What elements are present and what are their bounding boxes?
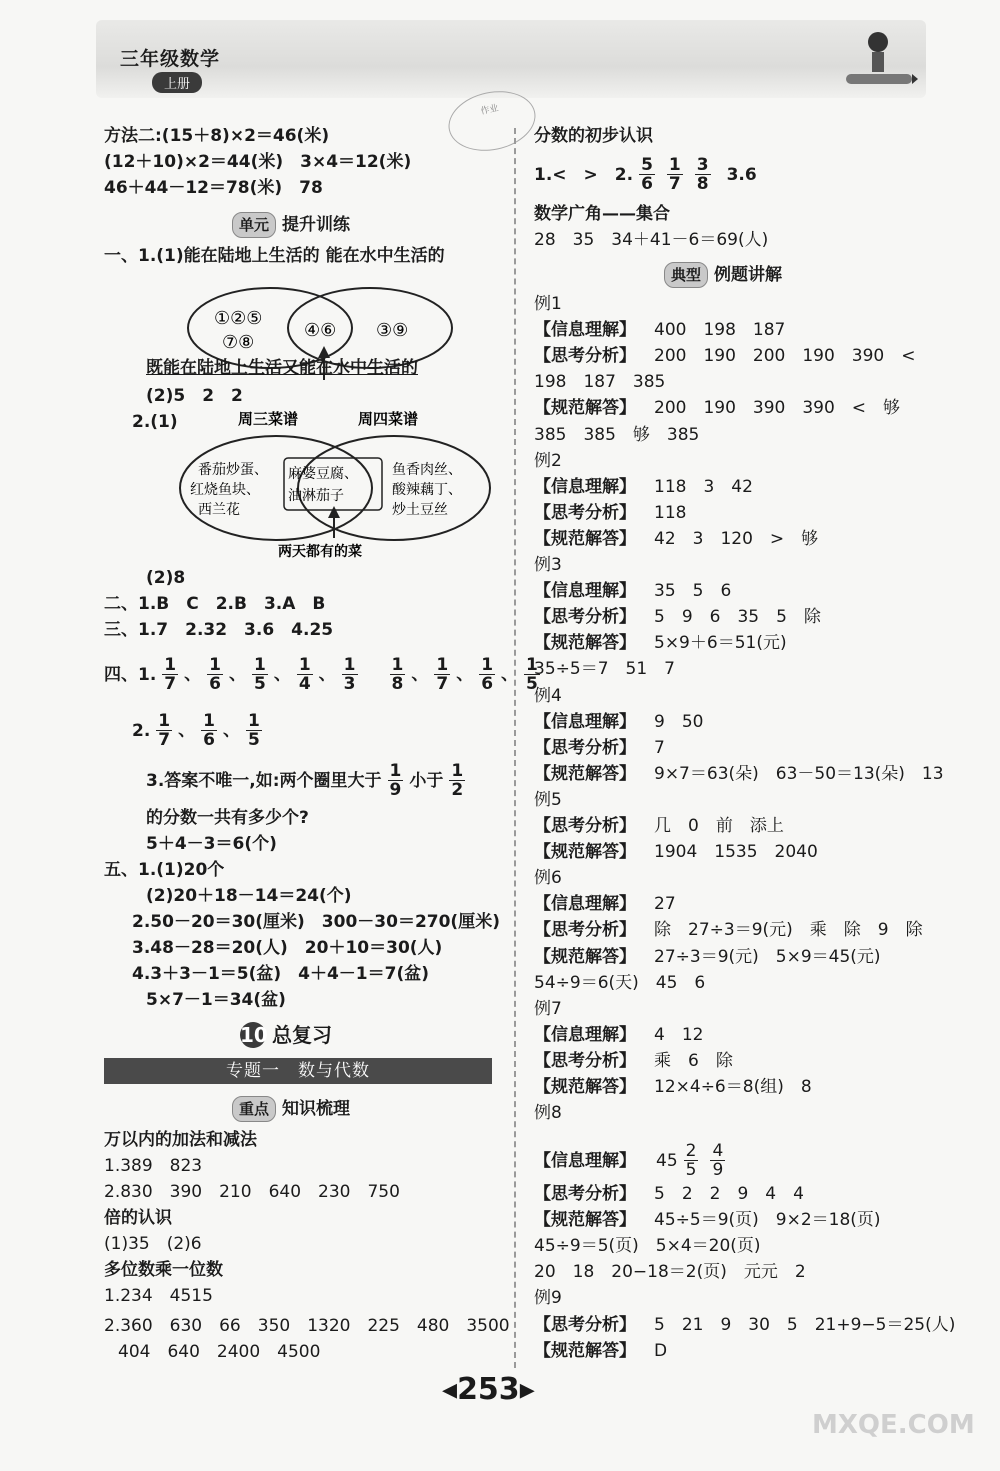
column-divider: [514, 128, 516, 1368]
row-label: 【思考分析】: [534, 737, 636, 758]
review-line-7: 1.234 4515: [104, 1286, 213, 1306]
example-label-row: 20 18 20−18＝2(页) 元元 2: [534, 1262, 806, 1283]
venn1-left-b: ⑦⑧: [222, 332, 255, 353]
answer-row: [534, 1049, 733, 1073]
part4-fracs-b: [384, 656, 546, 693]
denominator: 7: [164, 674, 177, 694]
row-label: 【思考分析】: [534, 920, 636, 941]
chapter-heading: [240, 1022, 332, 1048]
row-text: 7: [654, 737, 665, 758]
row-label: 【思考分析】: [534, 502, 636, 523]
answer-row: [534, 840, 818, 864]
fraction: [695, 156, 711, 193]
row-text: 1904 1535 2040: [654, 842, 818, 863]
answer-row: [534, 736, 665, 760]
numerator: 5: [641, 155, 653, 175]
example-label-row: 45÷9＝5(页) 5×4＝20(页): [534, 1236, 761, 1257]
venn2-both-item-1: 麻婆豆腐、: [288, 466, 358, 482]
denominator: 7: [668, 174, 681, 194]
fraction: [449, 762, 465, 799]
example-label-row: 例7: [534, 998, 562, 1019]
row-label: 【思考分析】: [534, 1184, 636, 1204]
row-text: 5 2 2 9 4 4: [654, 1184, 804, 1204]
part4-q3-text-a: 3.答案不唯一,如:两个圈里大于: [146, 770, 382, 791]
fraction: [479, 656, 495, 693]
answer-row: [534, 527, 818, 551]
page-number: ◂253▸: [442, 1372, 535, 1407]
venn-diagram-menus: [176, 406, 496, 566]
row-text: 除 27÷3＝9(元) 乘 除 9 除: [654, 920, 923, 941]
denominator: 7: [158, 730, 171, 750]
fraction: [201, 712, 217, 749]
fraction-suffix: 3.6: [726, 164, 757, 185]
row-text: 200 190 200 190 390 <: [654, 346, 916, 367]
row-label: 【思考分析】: [534, 1050, 636, 1071]
row-text: 118 3 42: [654, 476, 753, 497]
part4-q3-line3: 5＋4－3＝6(个): [146, 834, 277, 854]
denominator: 9: [712, 1160, 724, 1180]
part5-line-1: 五、1.(1)20个: [104, 860, 225, 880]
row-label: 【思考分析】: [534, 816, 636, 836]
row-text: 5×9＋6＝51(元): [654, 633, 787, 654]
fraction: [297, 656, 313, 693]
denominator: 5: [685, 1160, 697, 1180]
denominator: 8: [391, 674, 404, 694]
row-text: 42 3 120 > 够: [654, 528, 819, 549]
answer-row: [534, 605, 821, 629]
answer-row: [534, 501, 686, 525]
fraction-heading: 分数的初步认识: [534, 126, 653, 146]
fraction-prefix: 1.< > 2.: [534, 164, 634, 185]
fraction: [246, 712, 262, 749]
numerator: 1: [164, 655, 177, 675]
row-label: 【规范解答】: [534, 1340, 636, 1361]
answer-row: [534, 762, 944, 786]
row-text: 35 5 6: [654, 581, 732, 602]
part5-line-5: 4.3＋3－1＝5(盆) 4＋4－1＝7(盆): [132, 964, 429, 984]
row-text: 200 190 390 390 < 够: [654, 398, 901, 419]
row-text: 9×7＝63(朵) 63－50＝13(朵) 13: [654, 763, 944, 784]
row-text: 几 0 前 添上: [654, 816, 784, 836]
answer-row: [534, 945, 881, 969]
part5-line-4: 3.48－28＝20(人) 20＋10＝30(人): [132, 938, 443, 958]
row-label: 【思考分析】: [534, 346, 636, 367]
numerator: 1: [389, 761, 402, 781]
fraction: [156, 712, 172, 749]
row-label: 【信息理解】: [534, 476, 636, 497]
row-text: 45÷5＝9(页) 9×2＝18(页): [654, 1210, 881, 1231]
numerator: 1: [391, 655, 404, 675]
ex8-info-fracs: [678, 1142, 732, 1179]
row-text: 400 198 187: [654, 320, 786, 341]
row-text: 27÷3＝9(元) 5×9＝45(元): [654, 946, 881, 967]
sets-answer: 28 35 34＋41－6＝69(人): [534, 230, 769, 250]
row-label: 【规范解答】: [534, 946, 636, 967]
part4-q1: [104, 656, 546, 693]
book-title: 三年级数学: [120, 48, 221, 70]
part4-q2-fracs: [150, 712, 268, 749]
part4-q3-line2: 的分数一共有多少个?: [146, 808, 309, 828]
row-label: 【规范解答】: [534, 1077, 636, 1097]
part5-line-3: 2.50－20＝30(厘米) 300－30＝270(厘米): [132, 912, 500, 932]
example-label-row: 例6: [534, 868, 562, 889]
homework-stamp: 作业: [443, 83, 541, 158]
example-label-row: 例3: [534, 555, 562, 575]
example-label-row: 54÷9＝6(天) 45 6: [534, 972, 706, 993]
numerator: 1: [481, 655, 494, 675]
numerator: 1: [668, 155, 681, 175]
row-label: 【规范解答】: [534, 398, 636, 419]
answer-row: [534, 710, 703, 734]
example-label-row: 例2: [534, 450, 562, 471]
separator: 、: [273, 664, 291, 685]
row-text: 9 50: [654, 711, 704, 732]
venn2-left-item-2: 红烧鱼块、: [190, 482, 260, 498]
fraction: [684, 1142, 699, 1179]
example-label-row: 385 385 够 385: [534, 424, 700, 445]
part3-answers: 三、1.7 2.32 3.6 4.25: [104, 620, 334, 640]
unit-heading: [232, 212, 350, 238]
sets-heading: 数学广角——集合: [534, 204, 670, 224]
fraction: [639, 156, 655, 193]
denominator: 6: [641, 174, 653, 194]
method-two-line-2: (12＋10)×2＝44(米) 3×4＝12(米): [104, 152, 412, 172]
answer-row: [534, 1023, 703, 1047]
venn2-right-item-1: 鱼香肉丝、: [392, 462, 462, 478]
venn2-left-item-3: 西兰花: [198, 502, 240, 518]
page-number-value: 253: [457, 1372, 520, 1407]
row-label: 【信息理解】: [534, 320, 636, 341]
denominator: 9: [389, 780, 402, 800]
denominator: 8: [696, 174, 709, 194]
method-two-line-3: 46＋44－12＝78(米) 78: [104, 178, 323, 198]
row-label: 【信息理解】: [534, 1024, 636, 1045]
row-label: 【思考分析】: [534, 1314, 636, 1335]
fraction: [162, 656, 178, 693]
answer-row: [534, 1208, 881, 1232]
fraction: [342, 656, 358, 693]
fraction: [667, 156, 683, 193]
part4-q3-frac-b: [443, 762, 471, 799]
numerator: 1: [298, 655, 311, 675]
denominator: 3: [343, 674, 356, 694]
separator: 、: [228, 664, 246, 685]
example-label-row: 例9: [534, 1288, 562, 1309]
review-line-9: 404 640 2400 4500: [118, 1342, 321, 1362]
review-heading: [232, 1096, 350, 1122]
part5-line-2: (2)20＋18－14＝24(个): [146, 886, 352, 906]
row-text: 乘 6 除: [654, 1050, 733, 1071]
part5-line-6: 5×7－1＝34(盆): [146, 990, 286, 1010]
venn2-both-item-2: 油淋茄子: [288, 488, 344, 504]
answer-row: [534, 892, 676, 916]
venn2-right-title: 周四菜谱: [358, 410, 419, 428]
review-line-3: 2.830 390 210 640 230 750: [104, 1182, 400, 1202]
q2-part2: (2)8: [146, 568, 186, 588]
example-label-row: 例5: [534, 789, 562, 810]
separator: 、: [411, 664, 429, 685]
ex8-info-num: 45: [656, 1150, 678, 1171]
row-text: 5 21 9 30 5 21+9−5＝25(人): [654, 1314, 956, 1335]
row-label: 【思考分析】: [534, 607, 636, 628]
denominator: 6: [481, 674, 494, 694]
denominator: 6: [209, 674, 221, 694]
venn2-caption: 两天都有的菜: [278, 544, 362, 560]
q2-intro: 2.(1): [132, 412, 178, 432]
review-heading-text: 知识梳理: [282, 1099, 351, 1119]
numerator: 1: [203, 711, 215, 731]
fraction: [390, 656, 406, 693]
unit-heading-text: 提升训练: [282, 215, 351, 235]
part4-q3-frac-a: [382, 762, 410, 799]
answer-row: [534, 344, 915, 368]
fraction: [207, 656, 223, 693]
venn1-right: ③⑨: [376, 320, 409, 341]
q1-intro: 一、1.(1)能在陆地上生活的 能在水中生活的: [104, 246, 445, 266]
example-label-row: 例1: [534, 294, 562, 314]
ex8-info-label: 【信息理解】: [534, 1150, 636, 1171]
topic-banner: 专题一 数与代数: [104, 1058, 492, 1084]
fraction-answer-fracs: [633, 156, 717, 193]
row-label: 【信息理解】: [534, 894, 636, 915]
row-label: 【规范解答】: [534, 633, 636, 654]
part4-q2: [132, 712, 268, 749]
answer-row: [534, 1313, 955, 1337]
separator: 、: [501, 664, 519, 685]
row-label: 【信息理解】: [534, 581, 636, 602]
review-tag: 重点: [232, 1096, 276, 1122]
review-line-1: 万以内的加法和减法: [104, 1130, 257, 1150]
numerator: 1: [209, 655, 221, 675]
review-line-4: 倍的认识: [104, 1208, 172, 1228]
review-line-5: (1)35 (2)6: [104, 1234, 202, 1254]
fraction-answers: [534, 156, 757, 193]
fraction: [252, 656, 268, 693]
separator: 、: [184, 664, 202, 685]
review-line-8: 2.360 630 66 350 1320 225 480 3500: [104, 1316, 510, 1336]
ex8-info-row: [534, 1142, 731, 1179]
part2-answers: 二、1.B C 2.B 3.A B: [104, 594, 326, 614]
numerator: 3: [696, 155, 709, 175]
row-text: D: [654, 1340, 668, 1361]
answer-row: [534, 1075, 812, 1099]
venn2-left-item-1: 番茄炒蛋、: [198, 462, 268, 478]
part4-q3-text-b: 小于: [409, 770, 444, 791]
row-text: 5 9 6 35 5 除: [654, 607, 821, 628]
separator: 、: [222, 720, 240, 741]
part4-q3: [146, 762, 471, 799]
row-text: 4 12: [654, 1024, 704, 1045]
watermark: MXQE.COM: [812, 1410, 975, 1440]
chapter-title: 总复习: [272, 1023, 332, 1047]
row-label: 【规范解答】: [534, 842, 636, 863]
review-line-2: 1.389 823: [104, 1156, 203, 1176]
venn2-left-title: 周三菜谱: [238, 410, 299, 428]
numerator: 1: [343, 655, 356, 675]
venn1-caption: 既能在陆地上生活又能在水中生活的: [146, 358, 418, 378]
answer-row: [534, 475, 753, 499]
fraction: [434, 656, 450, 693]
review-line-6: 多位数乘一位数: [104, 1260, 223, 1280]
example-label-row: 例8: [534, 1103, 562, 1124]
separator: 、: [456, 664, 474, 685]
numerator: 1: [451, 761, 464, 781]
denominator: 4: [298, 674, 311, 694]
venn1-left-a: ①②⑤: [214, 308, 263, 329]
numerator: 1: [436, 655, 449, 675]
row-text: 118: [654, 502, 687, 523]
unit-tag: 单元: [232, 212, 276, 238]
part4-label: 四、1.: [104, 664, 157, 685]
numerator: 1: [526, 655, 538, 675]
row-text: 12×4÷6＝8(组) 8: [654, 1077, 812, 1097]
venn2-right-item-3: 炒土豆丝: [392, 502, 448, 518]
part4-q2-label: 2.: [132, 720, 151, 741]
denominator: 7: [436, 674, 449, 694]
numerator: 1: [158, 711, 171, 731]
fraction: [710, 1142, 725, 1179]
denominator: 2: [451, 780, 464, 800]
separator: 、: [318, 664, 336, 685]
example-tag: 典型: [664, 262, 708, 288]
numerator: 2: [685, 1141, 697, 1161]
answer-row: [534, 918, 923, 942]
venn1-both: ④⑥: [304, 320, 337, 341]
venn2-right-item-2: 酸辣藕丁、: [392, 482, 462, 498]
answer-row: [534, 1182, 804, 1206]
numerator: 1: [247, 711, 260, 731]
separator: 、: [178, 720, 196, 741]
example-heading-text: 例题讲解: [714, 265, 783, 285]
header-band: [96, 20, 926, 98]
example-label-row: 35÷5＝7 51 7: [534, 659, 675, 680]
q1-part2: (2)5 2 2: [146, 386, 243, 406]
row-label: 【规范解答】: [534, 763, 636, 784]
example-label-row: 198 187 385: [534, 372, 666, 393]
mascot-icon: [838, 24, 918, 96]
answer-row: [534, 631, 787, 655]
answer-row: [534, 1339, 667, 1363]
fraction: [388, 762, 404, 799]
answer-row: [534, 579, 731, 603]
denominator: 5: [253, 674, 266, 694]
example-heading: [664, 262, 782, 288]
row-text: 27: [654, 894, 676, 915]
chapter-number: 10: [240, 1023, 268, 1047]
denominator: 6: [203, 730, 215, 750]
answer-row: [534, 396, 900, 420]
denominator: 5: [247, 730, 260, 750]
row-label: 【规范解答】: [534, 1210, 636, 1231]
part4-fracs-a: [156, 656, 363, 693]
row-label: 【规范解答】: [534, 528, 636, 549]
method-two-line-1: 方法二:(15＋8)×2＝46(米): [104, 126, 330, 146]
book-volume-badge: 上册: [152, 72, 202, 93]
example-label-row: 例4: [534, 685, 562, 706]
denominator: 5: [526, 674, 538, 694]
numerator: 4: [712, 1141, 724, 1161]
answer-row: [534, 814, 784, 838]
row-label: 【信息理解】: [534, 711, 636, 732]
numerator: 1: [253, 655, 266, 675]
answer-row: [534, 318, 785, 342]
